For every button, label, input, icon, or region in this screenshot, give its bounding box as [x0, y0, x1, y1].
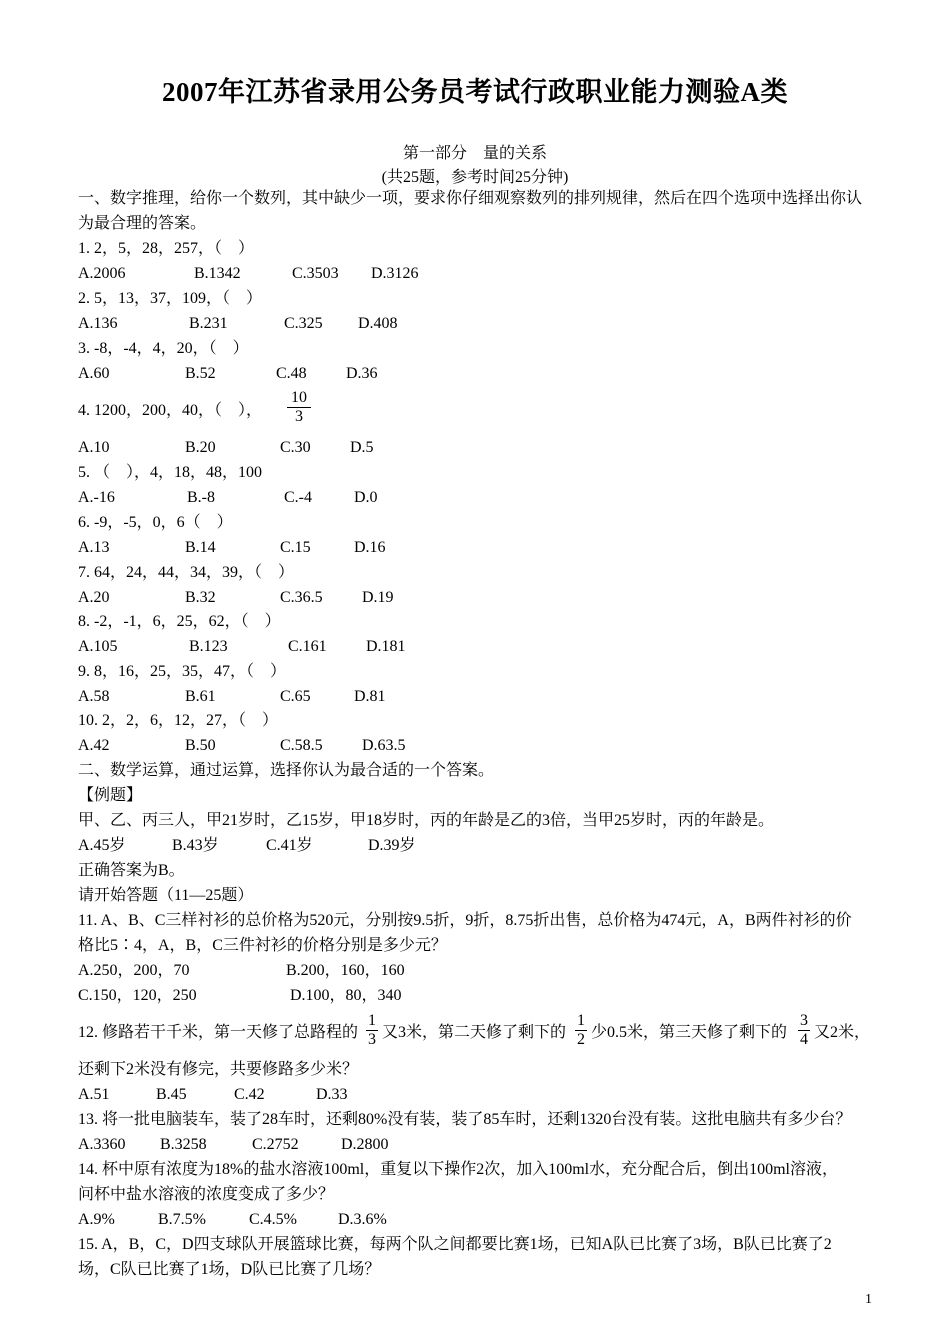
q11-option-a: A.250，200，70 — [78, 962, 190, 979]
q14-option-a: A.9% — [78, 1211, 115, 1228]
q12-fraction-1 — [366, 1012, 378, 1049]
section1-intro-line2: 为最合理的答案。 — [78, 215, 207, 232]
q5-option-d: D.0 — [354, 489, 378, 506]
q3-option-d: D.36 — [346, 365, 378, 382]
q1-option-a: A.2006 — [78, 265, 126, 282]
page-number: 1 — [865, 1292, 872, 1307]
q7-option-d: D.19 — [362, 589, 394, 606]
question-12-part1: 12. 修路若干千米，第一天修了总路程的 — [78, 1024, 359, 1041]
q8-option-c: C.161 — [288, 638, 327, 655]
example-option-c: C.41岁 — [266, 837, 313, 854]
q10-option-a: A.42 — [78, 737, 110, 754]
q2-option-b: B.231 — [189, 315, 228, 332]
q13-option-d: D.2800 — [341, 1136, 389, 1153]
example-label: 【例题】 — [78, 787, 143, 804]
q12-option-b: B.45 — [156, 1086, 187, 1103]
q5-option-a: A.-16 — [78, 489, 115, 506]
q2-option-a: A.136 — [78, 315, 118, 332]
question-5: 5. （ ），4，18，48，100 — [78, 464, 263, 481]
example-answer: 正确答案为B。 — [78, 862, 185, 879]
q4-fraction — [287, 389, 311, 426]
q12-option-a: A.51 — [78, 1086, 110, 1103]
question-14-line1: 14. 杯中原有浓度为18%的盐水溶液100ml，重复以下操作2次，加入100ml水，充分配合后，倒出100ml溶液， — [78, 1161, 839, 1178]
q4-option-d: D.5 — [350, 439, 374, 456]
q11-option-d: D.100，80，340 — [290, 987, 402, 1004]
question-12-part2: 又3米，第二天修了剩下的 — [382, 1024, 567, 1041]
q1-option-c: C.3503 — [292, 265, 339, 282]
q3-option-b: B.52 — [185, 365, 216, 382]
q12-fraction-1-numerator: 1 — [368, 1012, 376, 1029]
q5-option-c: C.-4 — [284, 489, 312, 506]
question-8: 8. -2，-1，6，25，62，（ ） — [78, 613, 281, 630]
q1-option-d: D.3126 — [371, 265, 419, 282]
q1-option-b: B.1342 — [194, 265, 241, 282]
part-note: (共25题，参考时间25分钟) — [381, 169, 569, 186]
question-4: 4. 1200，200，40，（ ）， — [78, 402, 263, 419]
q14-option-c: C.4.5% — [249, 1211, 297, 1228]
q10-option-b: B.50 — [185, 737, 216, 754]
question-14-line2: 问杯中盐水溶液的浓度变成了多少？ — [78, 1186, 335, 1203]
q9-option-a: A.58 — [78, 688, 110, 705]
q4-fraction-denominator: 3 — [287, 407, 311, 426]
document-title: 2007年江苏省录用公务员考试行政职业能力测验A类 — [162, 77, 788, 107]
q12-fraction-2 — [575, 1012, 587, 1049]
q7-option-a: A.20 — [78, 589, 110, 606]
q9-option-d: D.81 — [354, 688, 386, 705]
question-12-line2: 还剩下2米没有修完，共要修路多少米？ — [78, 1061, 359, 1078]
question-15-line2: 场，C队已比赛了1场，D队已比赛了几场？ — [78, 1261, 381, 1278]
q5-option-b: B.-8 — [187, 489, 215, 506]
q12-fraction-1-denominator: 3 — [368, 1031, 376, 1048]
question-12-part4: 又2米， — [814, 1024, 871, 1041]
question-3: 3. -8，-4，4，20，（ ） — [78, 340, 249, 357]
q13-option-a: A.3360 — [78, 1136, 126, 1153]
q2-option-c: C.325 — [284, 315, 323, 332]
question-7: 7. 64，24，44，34，39，（ ） — [78, 564, 295, 581]
q13-option-b: B.3258 — [160, 1136, 207, 1153]
q8-option-b: B.123 — [189, 638, 228, 655]
example-option-b: B.43岁 — [172, 837, 219, 854]
q10-option-c: C.58.5 — [280, 737, 323, 754]
section1-intro-line1: 一、数字推理，给你一个数列，其中缺少一项，要求你仔细观察数列的排列规律，然后在四个选项中选择出你认 — [78, 190, 863, 207]
q3-option-a: A.60 — [78, 365, 110, 382]
q6-option-b: B.14 — [185, 539, 216, 556]
q9-option-c: C.65 — [280, 688, 311, 705]
question-6: 6. -9，-5，0，6（ ） — [78, 514, 233, 531]
q11-option-b: B.200，160，160 — [286, 962, 405, 979]
q8-option-a: A.105 — [78, 638, 118, 655]
question-2: 2. 5，13，37，109，（ ） — [78, 290, 263, 307]
example-question: 甲、乙、丙三人，甲21岁时，乙15岁，甲18岁时，丙的年龄是乙的3倍，当甲25岁时，丙的年龄是。 — [78, 812, 775, 829]
q4-fraction-numerator: 10 — [291, 389, 307, 406]
q7-option-b: B.32 — [185, 589, 216, 606]
q12-option-d: D.33 — [316, 1086, 348, 1103]
q4-option-a: A.10 — [78, 439, 110, 456]
section2-intro: 二、数学运算，通过运算，选择你认为最合适的一个答案。 — [78, 762, 495, 779]
question-11-line2: 格比5∶4，A，B，C三件衬衫的价格分别是多少元？ — [78, 937, 447, 954]
q4-option-b: B.20 — [185, 439, 216, 456]
q12-fraction-3-numerator: 3 — [800, 1012, 808, 1029]
question-9: 9. 8，16，25，35，47，（ ） — [78, 663, 287, 680]
q12-option-c: C.42 — [234, 1086, 265, 1103]
example-option-d: D.39岁 — [368, 837, 416, 854]
example-option-a: A.45岁 — [78, 837, 126, 854]
q12-fraction-3 — [798, 1012, 810, 1049]
question-13: 13. 将一批电脑装车，装了28车时，还剩80%没有装，装了85车时，还剩1320台没有装。这批电脑共有多少台？ — [78, 1111, 852, 1128]
q6-option-d: D.16 — [354, 539, 386, 556]
part-heading: 第一部分 量的关系 — [402, 145, 547, 162]
q12-fraction-3-denominator: 4 — [800, 1031, 808, 1048]
question-11-line1: 11. A、B、C三样衬衫的总价格为520元，分别按9.5折，9折，8.75折出售，总价格为474元，A，B两件衬衫的价 — [78, 912, 852, 929]
q4-option-c: C.30 — [280, 439, 311, 456]
question-12-part3: 少0.5米，第三天修了剩下的 — [591, 1024, 788, 1041]
q3-option-c: C.48 — [276, 365, 307, 382]
q12-fraction-2-numerator: 1 — [577, 1012, 585, 1029]
q9-option-b: B.61 — [185, 688, 216, 705]
q11-option-c: C.150，120，250 — [78, 987, 197, 1004]
question-10: 10. 2，2，6，12，27，（ ） — [78, 712, 279, 729]
question-1: 1. 2，5，28，257，（ ） — [78, 240, 255, 257]
start-instruction: 请开始答题（11—25题） — [78, 887, 254, 904]
question-15-line1: 15. A，B，C，D四支球队开展篮球比赛，每两个队之间都要比赛1场，已知A队已比赛了3场，B队已比赛了2 — [78, 1236, 832, 1253]
q13-option-c: C.2752 — [252, 1136, 299, 1153]
q2-option-d: D.408 — [358, 315, 398, 332]
q14-option-d: D.3.6% — [338, 1211, 387, 1228]
q6-option-a: A.13 — [78, 539, 110, 556]
q8-option-d: D.181 — [366, 638, 406, 655]
q7-option-c: C.36.5 — [280, 589, 323, 606]
q6-option-c: C.15 — [280, 539, 311, 556]
q14-option-b: B.7.5% — [158, 1211, 206, 1228]
q12-fraction-2-denominator: 2 — [577, 1031, 585, 1048]
q10-option-d: D.63.5 — [362, 737, 406, 754]
